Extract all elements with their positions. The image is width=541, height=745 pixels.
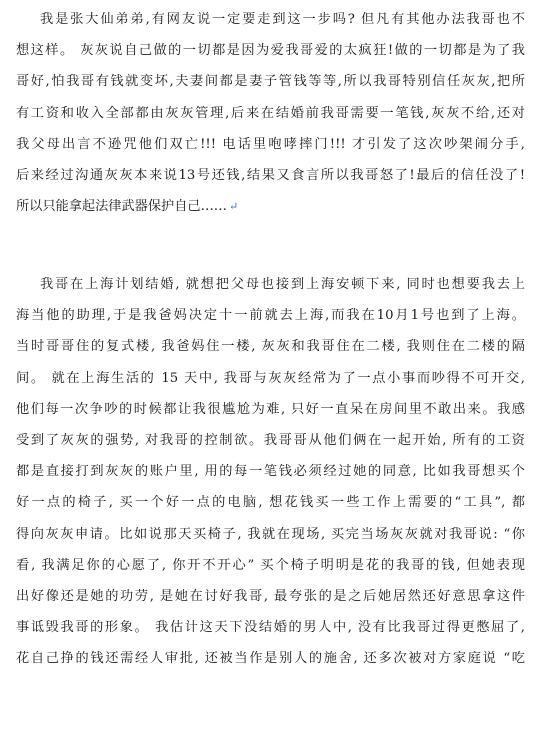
text-line: 间。 就在上海生活的 15 天中, 我哥与灰灰经常为了一点小事而吵得不可开交, — [16, 370, 525, 386]
paragraph-return-icon: ↵ — [229, 200, 239, 214]
text-line: 海当他的助理,于是我爸妈决定十一前就去上海,而我在10月1号也到了上海。 — [16, 308, 525, 324]
text-line-content: 所以只能拿起法律武器保护自己…… — [16, 199, 227, 215]
text-line: 花自己挣的钱还需经人审批, 还被当作是别人的施舍, 还多次被对方家庭说 “吃 — [16, 651, 525, 667]
text-line: 出好像还是她的功劳, 是她在讨好我哥, 最夸张的是之后她居然还好意思拿这件 — [16, 588, 525, 604]
text-line: 我父母出言不逊咒他们双亡!!! 电话里咆哮摔门!!! 才引发了这次吵架闹分手, — [16, 136, 525, 152]
text-line: 哥好,怕我哥有钱就变坏,夫妻间都是妻子管钱等等,所以我哥特别信任灰灰,把所 — [16, 74, 525, 90]
text-line: 后来经过沟通灰灰本来说13号还钱,结果又食言所以我哥怒了!最后的信任没了! — [16, 167, 525, 183]
text-line: 有工资和收入全部都由灰灰管理,后来在结婚前我哥需要一笔钱,灰灰不给,还对 — [16, 105, 525, 121]
text-line: 我是张大仙弟弟,有网友说一定要走到这一步吗? 但凡有其他办法我哥也不 — [40, 12, 525, 27]
paragraph-1 — [16, 4, 525, 222]
text-line: 看, 我满足你的心愿了, 你开不开心” 买个椅子明明是花的我哥的钱, 但她表现 — [16, 557, 525, 573]
text-line: 我哥在上海计划结婚, 就想把父母也接到上海安顿下来, 同时也想要我去上 — [40, 277, 525, 292]
text-line: 事诋毁我哥的形象。 我估计这天下没结婚的男人中, 没有比我哥过得更憋屈了, — [16, 620, 525, 636]
paragraph-2 — [16, 269, 525, 674]
text-line: 得向灰灰申请。比如说那天买椅子, 我就在现场, 买完当场灰灰就对我哥说: “你 — [16, 526, 525, 542]
text-line: 受到了灰灰的强势, 对我哥的控制欲。我哥哥从他们俩在一起开始, 所有的工资 — [16, 432, 525, 448]
text-line: 他们每一次争吵的时候都让我很尴尬为难, 只好一直呆在房间里不敢出来。我感 — [16, 401, 525, 417]
text-line — [16, 191, 525, 222]
text-line: 想这样。 灰灰说自己做的一切都是因为爱我哥爱的太疯狂!做的一切都是为了我 — [16, 43, 525, 59]
text-line: 都是直接打到灰灰的账户里, 用的每一笔钱必须经过她的同意, 比如我哥想买个 — [16, 464, 525, 480]
text-line: 当时哥哥住的复式楼, 我爸妈住一楼, 灰灰和我哥住在二楼, 我则住在二楼的隔 — [16, 339, 525, 355]
text-line: 好一点的椅子, 买一个好一点的电脑, 想花钱买一些工作上需要的“工具”, 都 — [16, 495, 525, 511]
